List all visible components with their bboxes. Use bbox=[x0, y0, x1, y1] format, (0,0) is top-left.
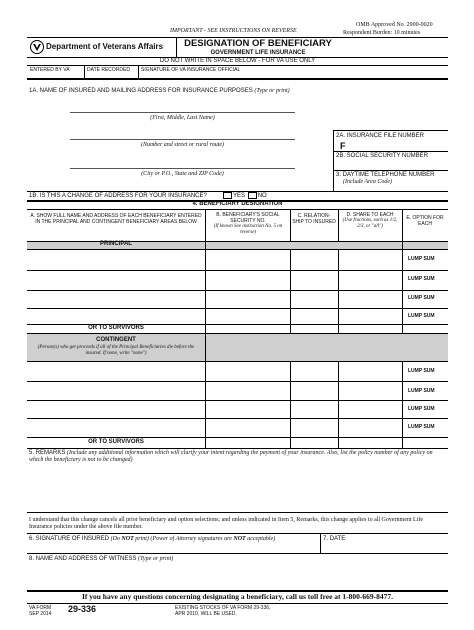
form-number: 29-336 bbox=[68, 604, 97, 614]
stock-line-1: EXISTING STOCKS OF VA FORM 29-336, bbox=[175, 605, 271, 611]
col-c-header: C. RELATION-SHIP TO INSURED bbox=[292, 213, 336, 225]
agency-name: Department of Veterans Affairs bbox=[46, 42, 164, 51]
contingent-label: CONTINGENT bbox=[96, 337, 136, 343]
form-date: SEP 2014 bbox=[29, 611, 52, 617]
omb-number: OMB Approved No. 2900-0020 bbox=[356, 22, 433, 28]
no-checkbox[interactable] bbox=[248, 192, 257, 199]
option-lump-sum-2[interactable]: LUMP SUM bbox=[408, 276, 435, 282]
insured-name-field[interactable] bbox=[70, 102, 295, 112]
option-lump-sum-5[interactable]: LUMP SUM bbox=[408, 368, 435, 374]
date-recorded-label: DATE RECORDED bbox=[87, 67, 130, 73]
phone-label: 3. DAYTIME TELEPHONE NUMBER bbox=[336, 172, 435, 178]
questions-toll-free: If you have any questions concerning designating a beneficiary, call us toll free at 1-800-669-8477. bbox=[81, 592, 394, 601]
first-middle-last-hint: (First, Middle, Last Name) bbox=[150, 115, 215, 121]
form-title: DESIGNATION OF BENEFICIARY bbox=[184, 38, 332, 49]
signature-official-label: SIGNATURE OF VA INSURANCE OFFICIAL bbox=[141, 67, 241, 73]
col-d-header: D. SHARE TO EACH (Use fractions, such as 1/2, 2/3, or "all") bbox=[342, 212, 398, 229]
stock-line-2: APR 2010, WILL BE USED. bbox=[175, 611, 237, 617]
signature-label: 6. SIGNATURE OF INSURED (Do NOT print) (Power of Attorney signatures are NOT acceptable) bbox=[29, 536, 276, 542]
option-lump-sum-1[interactable]: LUMP SUM bbox=[408, 256, 435, 262]
option-lump-sum-8[interactable]: LUMP SUM bbox=[408, 424, 435, 430]
option-lump-sum-4[interactable]: LUMP SUM bbox=[408, 313, 435, 319]
signature-field[interactable] bbox=[29, 544, 317, 552]
ssn-label: 2B. SOCIAL SECURITY NUMBER bbox=[336, 153, 429, 159]
date-field[interactable] bbox=[323, 544, 443, 552]
city-hint: (City or P.O., State and ZIP Code) bbox=[141, 171, 224, 177]
col-b-header: B. BENEFICIARY'S SOCIAL SECURITY NO. (If known See instruction No. 5 on reverse) bbox=[213, 212, 283, 235]
change-address-options: YES NO bbox=[222, 192, 267, 200]
witness-field[interactable] bbox=[29, 565, 445, 587]
principal-or-survivors: OR TO SURVIVORS bbox=[88, 325, 144, 331]
change-address-question: 1B. IS THIS A CHANGE OF ADDRESS FOR YOUR INSURANCE? bbox=[29, 193, 207, 199]
ssn-field[interactable] bbox=[336, 161, 446, 169]
va-use-only: DO NOT WRITE IN SPACE BELOW - FOR VA USE ONLY bbox=[159, 58, 316, 64]
remarks-label: 5. REMARKS (Include any additional information which will clarify your intent regarding the payment of your insurance. Also, list the policy number of any policy on which the beneficiary is not to be changed) bbox=[29, 450, 433, 463]
file-number-value[interactable]: F bbox=[340, 141, 346, 151]
street-field[interactable] bbox=[70, 129, 295, 139]
col-e-header: E. OPTION FOR EACH bbox=[406, 215, 444, 227]
respondent-burden: Respondent Burden: 10 minutes bbox=[343, 30, 421, 36]
contingent-note: (Person(s) who get proceeds if all of the Principal Beneficiaries die before the insured. If none, write "none") bbox=[37, 345, 195, 356]
va-seal-icon bbox=[30, 40, 44, 59]
option-lump-sum-3[interactable]: LUMP SUM bbox=[408, 295, 435, 301]
name-address-label: 1A. NAME OF INSURED AND MAILING ADDRESS FOR INSURANCE PURPOSES (Type or print) bbox=[29, 88, 290, 94]
contingent-or-survivors: OR TO SURVIVORS bbox=[88, 439, 144, 445]
statement-text: I understand that this change cancels all prior beneficiary and option selections; and unless indicated in Item 5, Remarks, this change applies to all Government Life Insurance policies under the above file number. bbox=[29, 517, 424, 530]
city-field[interactable] bbox=[70, 158, 295, 168]
yes-checkbox[interactable] bbox=[223, 192, 232, 199]
form-subtitle: GOVERNMENT LIFE INSURANCE bbox=[210, 50, 306, 56]
street-hint: (Number and street or rural route) bbox=[140, 142, 225, 148]
principal-label: PRINCIPAL bbox=[100, 241, 132, 247]
remarks-field[interactable] bbox=[29, 466, 445, 510]
phone-hint: (Include Area Code) bbox=[343, 179, 392, 185]
important-note: IMPORTANT - SEE INSTRUCTIONS ON REVERSE bbox=[170, 28, 297, 34]
entered-by-label: ENTERED BY VA bbox=[30, 67, 70, 73]
col-a-header: A. SHOW FULL NAME AND ADDRESS OF EACH BENEFICIARY ENTERED IN THE PRINCIPAL AND CONTINGENT BENEFICIARY AREAS BELOW bbox=[30, 213, 202, 225]
file-number-label: 2A. INSURANCE FILE NUMBER bbox=[336, 133, 425, 139]
beneficiary-designation-title: 4. BENEFICIARY DESIGNATION bbox=[192, 201, 283, 207]
date-label: 7. DATE bbox=[323, 536, 346, 542]
form-label: VA FORM bbox=[29, 605, 52, 611]
option-lump-sum-7[interactable]: LUMP SUM bbox=[408, 406, 435, 412]
option-lump-sum-6[interactable]: LUMP SUM bbox=[408, 388, 435, 394]
witness-label: 8. NAME AND ADDRESS OF WITNESS (Type or print) bbox=[29, 556, 174, 562]
